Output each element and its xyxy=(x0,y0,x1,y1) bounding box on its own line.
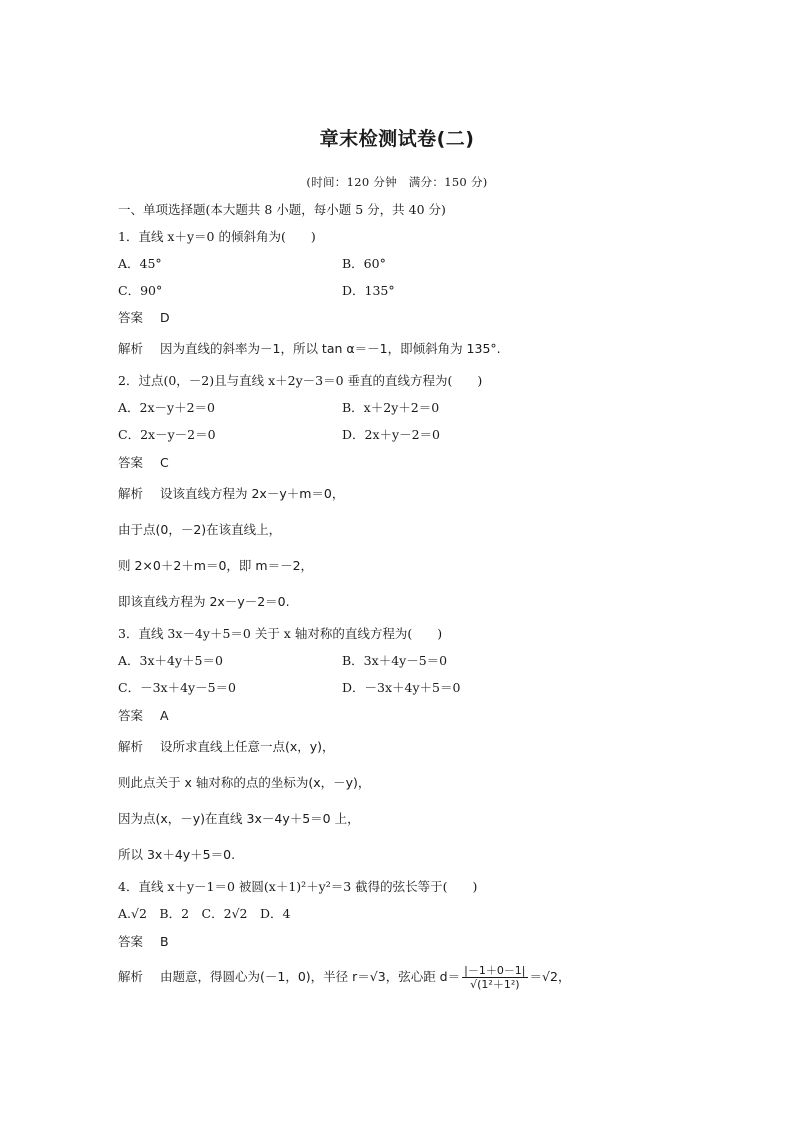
q2-option-c: C．2x－y－2＝0 xyxy=(118,427,216,442)
q1-option-c: C．90° xyxy=(118,283,163,298)
q2-option-d: D．2x＋y－2＝0 xyxy=(342,427,440,442)
q2-analysis-line3: 则 2×0＋2＋m＝0，即 m＝－2， xyxy=(118,558,314,573)
answer-label: 答案 xyxy=(118,708,144,723)
q1-option-d: D．135° xyxy=(342,283,395,298)
q3-analysis-line2: 则此点关于 x 轴对称的点的坐标为(x，－y)， xyxy=(118,775,371,790)
analysis-label: 解析 xyxy=(118,969,144,984)
q1-option-a: A．45° xyxy=(118,256,162,271)
answer-label: 答案 xyxy=(118,455,144,470)
q4-answer-value: B xyxy=(160,934,169,949)
q4-answer xyxy=(118,934,169,950)
q4-analysis-text: 由题意，得圆心为(－1，0)，半径 r＝√3，弦心距 d＝ xyxy=(160,969,461,984)
q3-analysis-line4: 所以 3x＋4y＋5＝0. xyxy=(118,847,236,862)
q4-stem: 4．直线 x＋y－1＝0 被圆(x＋1)²＋y²＝3 截得的弦长等于( ) xyxy=(118,879,478,894)
answer-label: 答案 xyxy=(118,934,144,949)
q1-answer xyxy=(118,310,170,326)
q2-analysis-line2: 由于点(0，－2)在该直线上， xyxy=(118,522,282,537)
analysis-label: 解析 xyxy=(118,341,144,356)
page-title: 章末检测试卷(二) xyxy=(319,128,475,150)
q3-analysis xyxy=(118,739,335,755)
q3-analysis-text: 设所求直线上任意一点(x，y)， xyxy=(160,739,335,754)
analysis-label: 解析 xyxy=(118,486,144,501)
q3-stem: 3．直线 3x－4y＋5＝0 关于 x 轴对称的直线方程为( ) xyxy=(118,626,443,641)
q2-analysis-line4: 即该直线方程为 2x－y－2＝0. xyxy=(118,594,290,609)
q2-answer xyxy=(118,455,169,471)
q1-analysis xyxy=(118,341,501,357)
q1-option-b: B．60° xyxy=(342,256,386,271)
q4-options: A.√2 B．2 C．2√2 D．4 xyxy=(118,906,291,921)
q3-analysis-line3: 因为点(x，－y)在直线 3x－4y＋5＝0 上， xyxy=(118,811,360,826)
q1-analysis-text: 因为直线的斜率为－1，所以 tan α＝－1，即倾斜角为 135°. xyxy=(160,341,501,356)
section-heading: 一、单项选择题(本大题共 8 小题，每小题 5 分，共 40 分) xyxy=(118,202,446,217)
q2-analysis xyxy=(118,486,344,502)
q4-analysis xyxy=(118,963,570,991)
fraction-numerator: |－1＋0－1| xyxy=(464,964,526,977)
q3-option-c: C．－3x＋4y－5＝0 xyxy=(118,680,236,695)
distance-fraction xyxy=(462,964,527,991)
q1-stem: 1．直线 x＋y＝0 的倾斜角为( ) xyxy=(118,229,316,244)
q4-analysis-tail: ＝√2， xyxy=(529,969,571,984)
q3-option-a: A．3x＋4y＋5＝0 xyxy=(118,653,223,668)
fraction-denominator: √(1²＋1²) xyxy=(470,978,520,991)
q3-answer-value: A xyxy=(160,708,169,723)
q3-option-b: B．3x＋4y－5＝0 xyxy=(342,653,448,668)
q3-option-d: D．－3x＋4y＋5＝0 xyxy=(342,680,461,695)
q2-analysis-text: 设该直线方程为 2x－y＋m＝0， xyxy=(160,486,345,501)
exam-time-score: (时间：120 分钟 满分：150 分) xyxy=(306,175,488,189)
q2-option-a: A．2x－y＋2＝0 xyxy=(118,400,215,415)
q3-answer xyxy=(118,708,169,724)
q2-answer-value: C xyxy=(160,455,169,470)
answer-label: 答案 xyxy=(118,310,144,325)
q1-answer-value: D xyxy=(160,310,170,325)
q2-option-b: B．x＋2y＋2＝0 xyxy=(342,400,440,415)
analysis-label: 解析 xyxy=(118,739,144,754)
q2-stem: 2．过点(0，－2)且与直线 x＋2y－3＝0 垂直的直线方程为( ) xyxy=(118,373,483,388)
